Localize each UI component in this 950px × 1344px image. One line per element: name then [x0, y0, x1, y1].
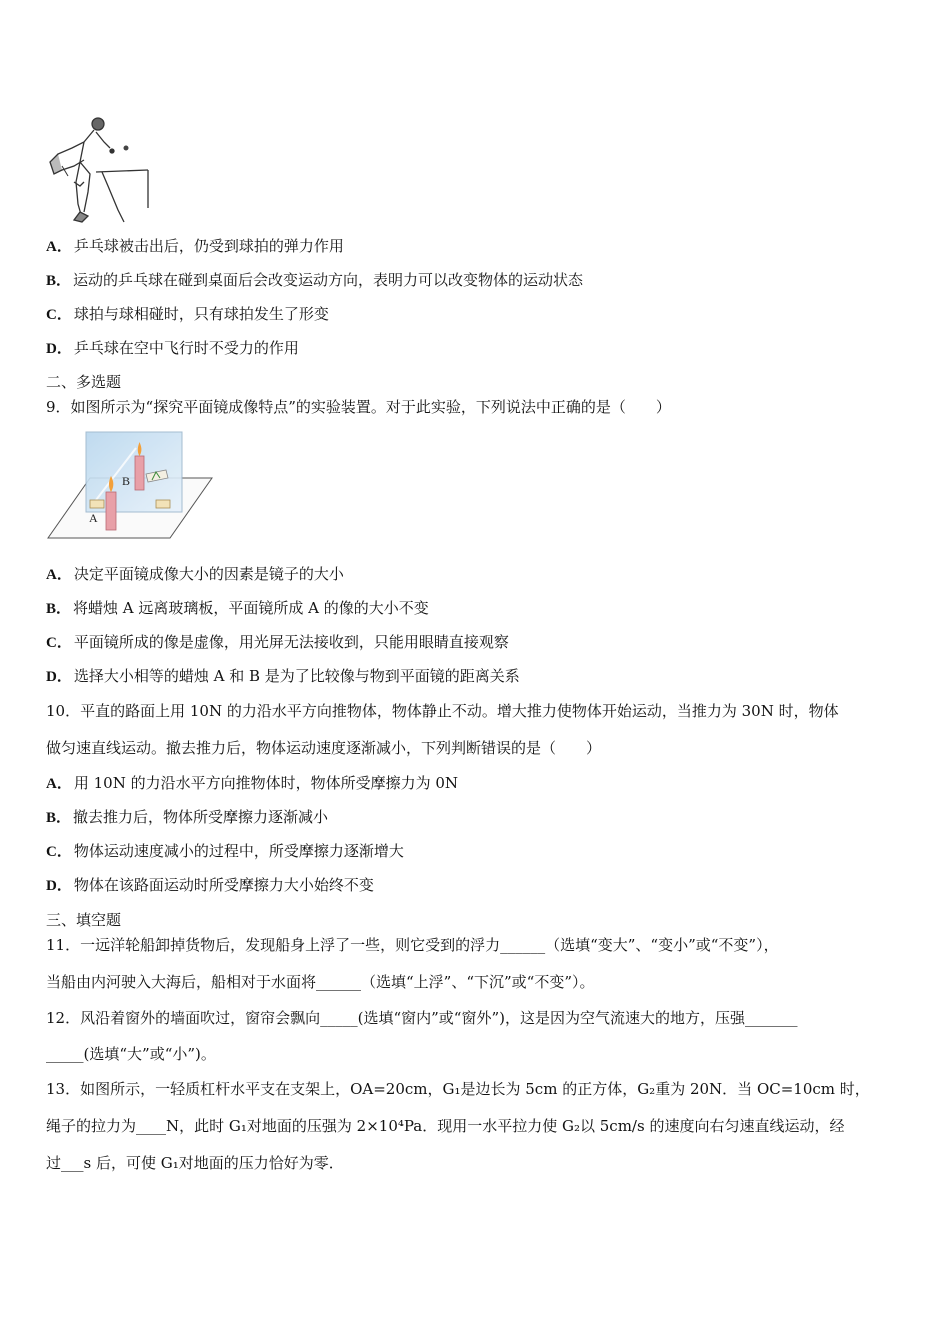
option-label: C． [46, 844, 72, 860]
q10-option-b [46, 806, 328, 829]
option-label: C． [46, 635, 72, 651]
q12-line2: _____(选填“大”或“小”)。 [46, 1045, 216, 1063]
option-label: C． [46, 307, 72, 323]
option-label: D． [46, 341, 72, 357]
q8-option-d [46, 337, 299, 360]
section-heading-fill-in: 三、填空题 [46, 911, 122, 929]
option-label: D． [46, 878, 72, 894]
option-label: B． [46, 810, 72, 826]
option-text: 乒乓球被击出后，仍受到球拍的弹力作用 [73, 237, 344, 255]
label-b: B [122, 474, 131, 488]
q9-option-d [46, 665, 520, 688]
option-text: 运动的乒乓球在碰到桌面后会改变运动方向，表明力可以改变物体的运动状态 [73, 271, 584, 289]
option-label: B． [46, 601, 72, 617]
q10-stem-line1: 10．平直的路面上用 10N 的力沿水平方向推物体，物体静止不动。增大推力使物体开始运动，当推力为 30N 时，物体 [46, 702, 839, 720]
q11-line1: 11．一远洋轮船卸掉货物后，发现船身上浮了一些，则它受到的浮力______（选填“变大”、“变小”或“不变”）， [46, 936, 779, 954]
option-label: A． [46, 567, 72, 583]
candle-b [135, 456, 144, 490]
option-text: 平面镜所成的像是虚像，用光屏无法接收到，只能用眼睛直接观察 [73, 633, 509, 651]
option-text: 用 10N 的力沿水平方向推物体时，物体所受摩擦力为 0N [73, 774, 459, 792]
candle-a [106, 492, 116, 530]
q10-option-d [46, 874, 374, 897]
q8-option-b [46, 269, 583, 292]
q10-option-a [46, 772, 458, 795]
table-tennis-figure [44, 112, 154, 224]
q10-option-c [46, 840, 404, 863]
q11-line2: 当船由内河驶入大海后，船相对于水面将______（选填“上浮”、“下沉”或“不变”）。 [46, 973, 595, 991]
q13-line3: 过___s 后，可使 G₁对地面的压力恰好为零． [46, 1154, 344, 1172]
q9-option-c [46, 631, 509, 654]
option-text: 选择大小相等的蜡烛 A 和 B 是为了比较像与物到平面镜的距离关系 [73, 667, 520, 685]
option-text: 物体运动速度减小的过程中，所受摩擦力逐渐增大 [73, 842, 404, 860]
q10-stem-line2: 做匀速直线运动。撤去推力后，物体运动速度逐渐减小，下列判断错误的是（ ） [46, 739, 602, 757]
ball-icon [124, 146, 129, 151]
plane-mirror-figure [44, 430, 219, 542]
option-label: A． [46, 239, 72, 255]
option-label: D． [46, 669, 72, 685]
q8-option-a [46, 235, 344, 258]
q9-stem: 9．如图所示为“探究平面镜成像特点”的实验装置。对于此实验，下列说法中正确的是（ ） [46, 398, 671, 416]
option-text: 物体在该路面运动时所受摩擦力大小始终不变 [73, 876, 374, 894]
option-text: 决定平面镜成像大小的因素是镜子的大小 [73, 565, 344, 583]
q12-line1: 12．风沿着窗外的墙面吹过，窗帘会飘向_____(选填“窗内”或“窗外”)，这是因为空气流速大的地方，压强_______ [46, 1009, 798, 1027]
option-text: 撤去推力后，物体所受摩擦力逐渐减小 [73, 808, 329, 826]
option-label: B． [46, 273, 72, 289]
section-heading-multiple-choice: 二、多选题 [46, 373, 122, 391]
q9-option-a [46, 563, 344, 586]
option-label: A． [46, 776, 72, 792]
q13-line2: 绳子的拉力为____N，此时 G₁对地面的压强为 2×10⁴Pa．现用一水平拉力使 G₂以 5cm/s 的速度向右匀速直线运动，经 [46, 1117, 845, 1135]
q9-option-b [46, 597, 429, 620]
option-text: 乒乓球在空中飞行时不受力的作用 [73, 339, 299, 357]
option-text: 球拍与球相碰时，只有球拍发生了形变 [73, 305, 329, 323]
q8-option-c [46, 303, 329, 326]
label-a: A [89, 511, 98, 525]
option-text: 将蜡烛 A 远离玻璃板，平面镜所成 A 的像的大小不变 [73, 599, 429, 617]
q13-line1: 13．如图所示，一轻质杠杆水平支在支架上，OA=20cm，G₁是边长为 5cm 的正方体，G₂重为 20N．当 OC=10cm 时， [46, 1080, 870, 1098]
